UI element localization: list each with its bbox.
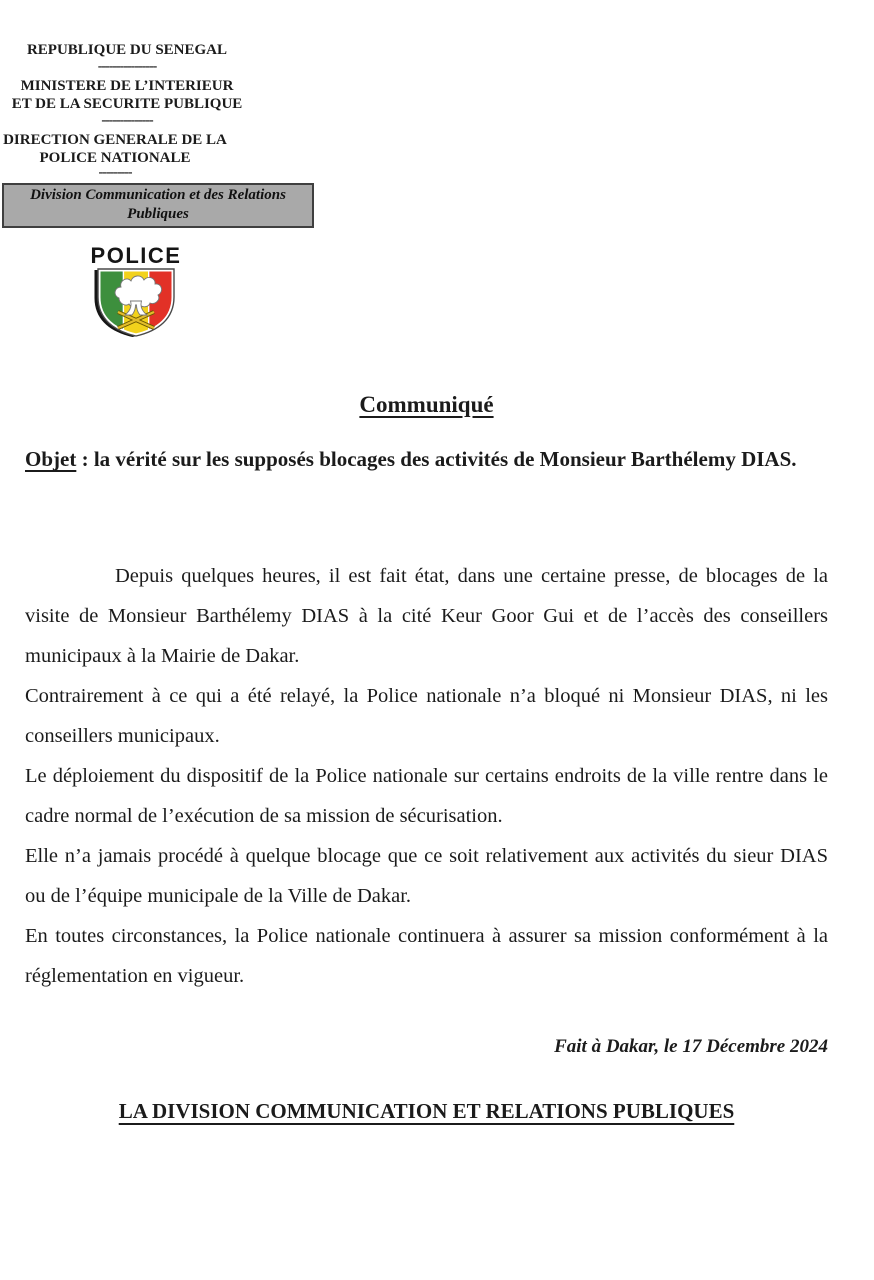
division-communication-box: Division Communication et des Relations Publiques xyxy=(2,183,314,228)
letterhead-ministry-line2: ET DE LA SECURITE PUBLIQUE xyxy=(11,96,243,112)
paragraph: Elle n’a jamais procédé à quelque blocage que ce soit relativement aux activités du sieur DIAS ou de l’équipe municipale de la Ville de Dakar. xyxy=(25,845,828,907)
signature-text: LA DIVISION COMMUNICATION ET RELATIONS PUBLIQUES xyxy=(118,1099,735,1123)
letterhead-separator: --------- xyxy=(98,165,132,180)
letterhead-republic: REPUBLIQUE DU SENEGAL xyxy=(26,42,228,58)
police-badge-logo xyxy=(82,243,190,339)
letterhead-separator: -------------- xyxy=(101,113,153,128)
letterhead-ministry-line1: MINISTERE DE L’INTERIEUR xyxy=(20,78,234,94)
paragraph: Depuis quelques heures, il est fait état, dans une certaine presse, de blocages de la visite de Monsieur Barthélemy DIAS à la cité Keur Goor Gui et de l’accès des conseillers municipaux à la Mairie de Dakar. xyxy=(25,565,828,667)
letterhead-direction-line1: DIRECTION GENERALE DE LA xyxy=(3,132,227,148)
signature-line xyxy=(25,1099,828,1124)
document-body xyxy=(25,556,828,996)
subject-text: : la vérité sur les supposés blocages des activités de Monsieur Barthélemy DIAS. xyxy=(76,447,797,471)
paragraph: Le déploiement du dispositif de la Police nationale sur certains endroits de la ville rentre dans le cadre normal de l’exécution de sa mission de sécurisation. xyxy=(25,765,828,827)
letterhead-separator: ---------------- xyxy=(97,59,157,74)
paragraph: En toutes circonstances, la Police nationale continuera à assurer sa mission conformément à la réglementation en vigueur. xyxy=(25,925,828,987)
subject-line xyxy=(25,442,828,477)
police-shield-icon xyxy=(82,243,190,339)
document-title-text: Communiqué xyxy=(359,392,494,417)
subject-label: Objet xyxy=(25,447,77,471)
document-title xyxy=(25,392,828,418)
letterhead-direction-line2: POLICE NATIONALE xyxy=(39,150,191,166)
date-place-line: Fait à Dakar, le 17 Décembre 2024 xyxy=(554,1036,828,1057)
police-logo-label: POLICE xyxy=(90,243,182,268)
paragraph: Contrairement à ce qui a été relayé, la Police nationale n’a bloqué ni Monsieur DIAS, ni les conseillers municipaux. xyxy=(25,685,828,747)
